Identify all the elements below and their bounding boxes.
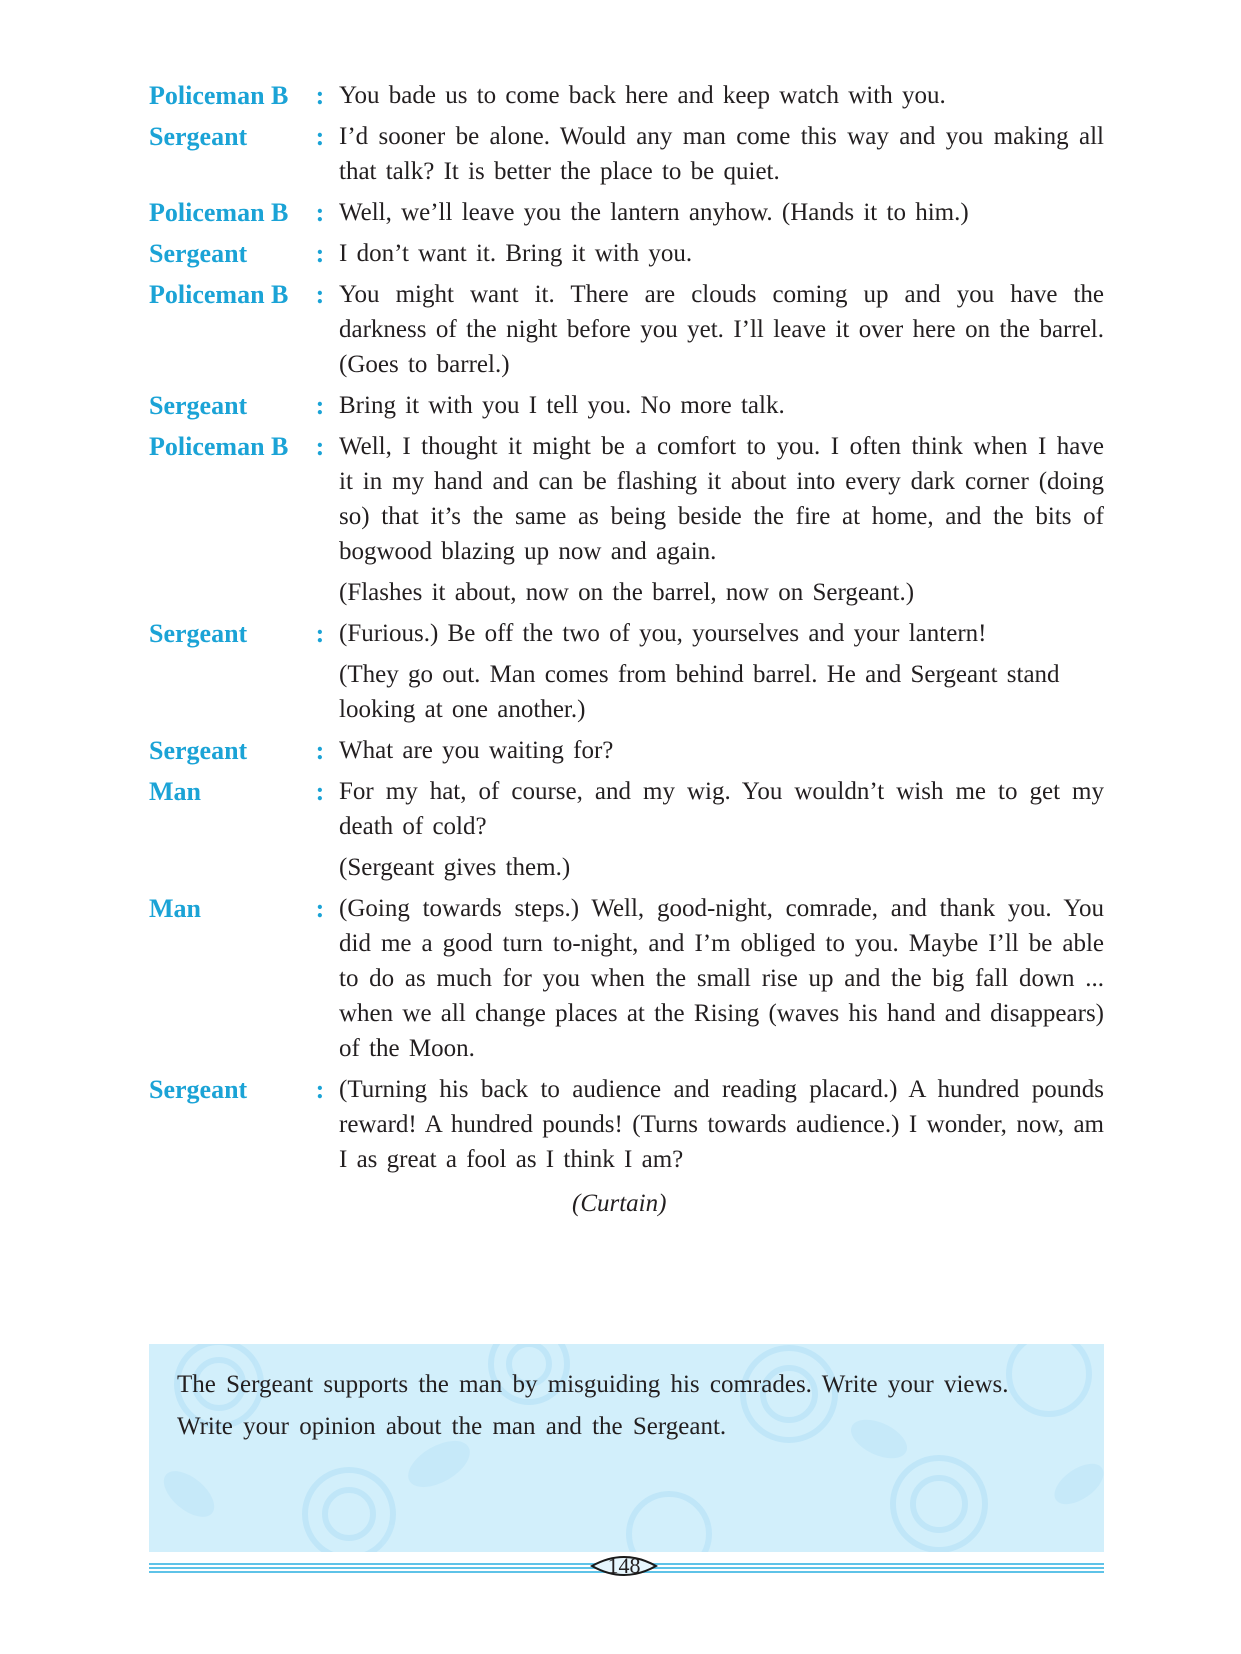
speaker-name: Policeman B xyxy=(149,81,289,110)
question-1: The Sergeant supports the man by misguiding his comrades. Write your views. xyxy=(177,1371,1009,1398)
speaker-name: Sergeant xyxy=(149,122,248,151)
speaker-colon: : xyxy=(315,894,325,923)
speaker-name: Man xyxy=(149,777,201,806)
speaker-colon: : xyxy=(315,777,325,806)
speaker-colon: : xyxy=(315,1075,325,1104)
speaker-colon: : xyxy=(315,432,325,461)
dialogue-line xyxy=(149,78,1104,113)
speech-text: You might want it. There are clouds coming up and you have the darkness of the night before you yet. I’ll leave it over here on the barrel. (Goes to barrel.) xyxy=(339,281,1104,378)
speech-text: (Furious.) Be off the two of you, yourselves and your lantern! xyxy=(339,620,987,647)
dialogue-line xyxy=(149,429,1104,569)
play-dialogue xyxy=(149,78,1104,1183)
stage-direction: (They go out. Man comes from behind barrel. He and Sergeant stand looking at one another.) xyxy=(339,661,1060,723)
speech-text: I’d sooner be alone. Would any man come this way and you making all that talk? It is better the place to be quiet. xyxy=(339,123,1104,185)
speech-text: What are you waiting for? xyxy=(339,737,614,764)
speech-text: Bring it with you I tell you. No more talk. xyxy=(339,392,785,419)
speech-text: Well, we’ll leave you the lantern anyhow. (Hands it to him.) xyxy=(339,199,969,226)
speech-text: I don’t want it. Bring it with you. xyxy=(339,240,693,267)
speaker-colon: : xyxy=(315,736,325,765)
page-number-text: 148 xyxy=(607,1553,641,1578)
speech-text: (Going towards steps.) Well, good-night, comrade, and thank you. You did me a good turn to-night, and I’m obliged to you. Maybe I’ll be able to do as much for you when the small rise up and the big fall down ... when we all change places at the Rising (waves his hand and disappears) of the Moon. xyxy=(339,895,1104,1062)
dialogue-line xyxy=(149,195,1104,230)
speaker-name: Sergeant xyxy=(149,391,248,420)
speaker-colon: : xyxy=(315,81,325,110)
dialogue-line xyxy=(149,1072,1104,1177)
speech-text: (Turning his back to audience and reading placard.) A hundred pounds reward! A hundred pounds! (Turns towards audience.) I wonder, now, am I as great a fool as I think I am? xyxy=(339,1076,1104,1173)
speaker-name: Sergeant xyxy=(149,1075,248,1104)
question-2: Write your opinion about the man and the Sergeant. xyxy=(177,1413,727,1440)
speaker-colon: : xyxy=(315,239,325,268)
question-text xyxy=(177,1366,1037,1450)
speaker-colon: : xyxy=(315,619,325,648)
stage-direction: (Flashes it about, now on the barrel, now on Sergeant.) xyxy=(339,579,915,606)
speaker-name: Man xyxy=(149,894,201,923)
speech-text: For my hat, of course, and my wig. You wouldn’t wish me to get my death of cold? xyxy=(339,778,1104,840)
dialogue-line xyxy=(149,277,1104,382)
speaker-name: Sergeant xyxy=(149,619,248,648)
speaker-name: Sergeant xyxy=(149,239,248,268)
speaker-colon: : xyxy=(315,198,325,227)
dialogue-line xyxy=(149,119,1104,189)
speaker-name: Policeman B xyxy=(149,280,289,309)
dialogue-line xyxy=(149,733,1104,768)
dialogue-line xyxy=(149,774,1104,844)
curtain-direction: (Curtain) xyxy=(572,1190,667,1217)
dialogue-line xyxy=(149,236,1104,271)
stage-direction: (Sergeant gives them.) xyxy=(339,854,571,881)
dialogue-line xyxy=(149,891,1104,1066)
speaker-colon: : xyxy=(315,122,325,151)
speaker-colon: : xyxy=(315,391,325,420)
speaker-name: Policeman B xyxy=(149,432,289,461)
dialogue-line xyxy=(149,616,1104,651)
speaker-name: Policeman B xyxy=(149,198,289,227)
speech-text: Well, I thought it might be a comfort to you. I often think when I have it in my hand and can be flashing it about into every dark corner (doing so) that it’s the same as being beside the fire at home, and the bits of bogwood blazing up now and again. xyxy=(339,433,1104,565)
dialogue-line xyxy=(149,388,1104,423)
speaker-name: Sergeant xyxy=(149,736,248,765)
speaker-colon: : xyxy=(315,280,325,309)
discussion-question-box xyxy=(149,1344,1104,1552)
speech-text: You bade us to come back here and keep watch with you. xyxy=(339,82,946,109)
page-number xyxy=(590,1550,658,1582)
